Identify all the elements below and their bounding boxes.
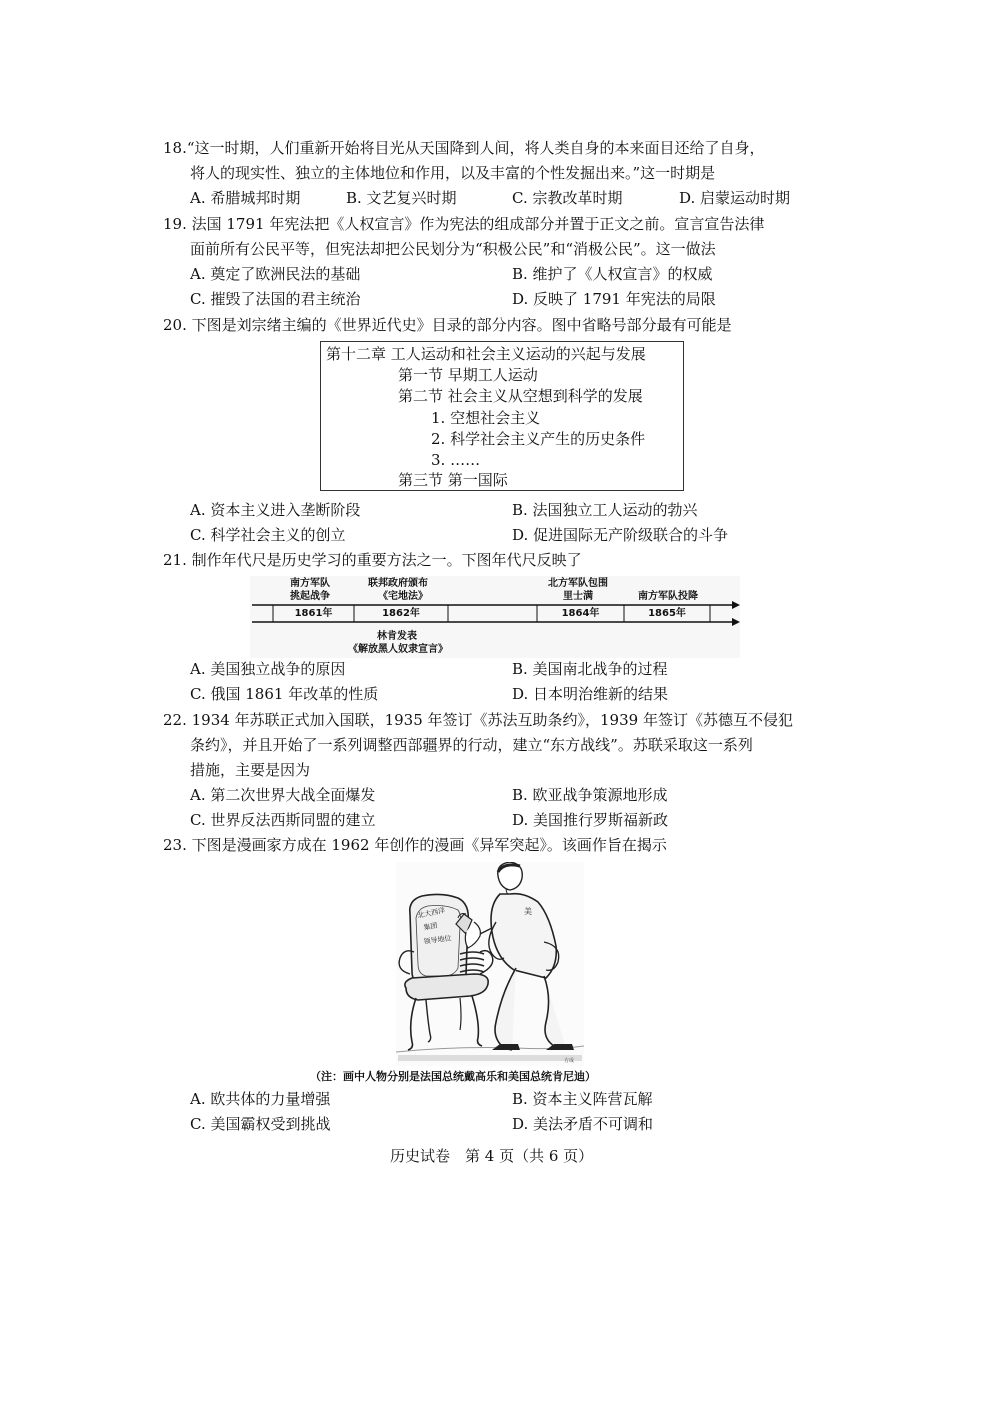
q23-option-a: A. 欧共体的力量增强 xyxy=(190,1090,331,1108)
q18-option-d: D. 启蒙运动时期 xyxy=(679,189,791,207)
cartoon-caption: （注：画中人物分别是法国总统戴高乐和美国总统肯尼迪） xyxy=(310,1070,596,1083)
q22-stem-line2: 条约》，并且开始了一系列调整西部疆界的行动，建立“东方战线”。苏联采取这一系列 xyxy=(190,736,753,754)
toc-box xyxy=(320,341,684,491)
q20-option-b: B. 法国独立工人运动的勃兴 xyxy=(512,501,698,519)
q19-stem-line1: 19. 法国 1791 年宪法把《人权宣言》作为宪法的组成部分并置于正文之前。宣言宣告法律 xyxy=(163,215,765,233)
cartoon-image xyxy=(396,862,584,1066)
q19-stem-line2: 面前所有公民平等，但宪法却把公民划分为“积极公民”和“消极公民”。这一做法 xyxy=(190,240,716,258)
timeline-year-1862: 1862年 xyxy=(382,608,420,619)
q22-option-d: D. 美国推行罗斯福新政 xyxy=(512,811,669,829)
timeline-year-1865: 1865年 xyxy=(648,608,686,619)
timeline-label-south-start-b: 挑起战争 xyxy=(290,591,330,602)
q21-stem: 21. 制作年代尺是历史学习的重要方法之一。下图年代尺反映了 xyxy=(163,551,582,569)
timeline-label-homestead-b: 《宅地法》 xyxy=(378,591,428,602)
chair-text-3: 领导地位 xyxy=(423,934,453,946)
q18-option-a: A. 希腊城邦时期 xyxy=(190,189,301,207)
chair-text-2: 集团 xyxy=(422,921,439,932)
q20-stem: 20. 下图是刘宗绪主编的《世界近代史》目录的部分内容。图中省略号部分最有可能是 xyxy=(163,316,732,334)
q23-option-b: B. 资本主义阵营瓦解 xyxy=(512,1090,653,1108)
timeline-year-1864: 1864年 xyxy=(561,608,600,619)
toc-section-1: 第一节 早期工人运动 xyxy=(398,366,538,384)
timeline-label-surrender: 南方军队投降 xyxy=(638,591,698,602)
q20-option-c: C. 科学社会主义的创立 xyxy=(190,526,346,544)
toc-item-1: 1. 空想社会主义 xyxy=(431,409,541,427)
q19-option-b: B. 维护了《人权宣言》的权威 xyxy=(512,265,713,283)
q21-option-a: A. 美国独立战争的原因 xyxy=(190,660,346,678)
q19-option-d: D. 反映了 1791 年宪法的局限 xyxy=(512,290,716,308)
back-text: 美 xyxy=(524,907,532,916)
q20-option-d: D. 促进国际无产阶级联合的斗争 xyxy=(512,526,729,544)
q21-option-c: C. 俄国 1861 年改革的性质 xyxy=(190,685,379,703)
toc-chapter: 第十二章 工人运动和社会主义运动的兴起与发展 xyxy=(326,345,646,363)
q21-option-d: D. 日本明治维新的结果 xyxy=(512,685,669,703)
q23-stem: 23. 下图是漫画家方成在 1962 年创作的漫画《异军突起》。该画作旨在揭示 xyxy=(163,836,667,854)
timeline xyxy=(250,576,740,658)
q18-stem-line2: 将人的现实性、独立的主体地位和作用，以及丰富的个性发掘出来。”这一时期是 xyxy=(190,164,716,182)
q23-option-c: C. 美国霸权受到挑战 xyxy=(190,1115,331,1133)
q23-option-d: D. 美法矛盾不可调和 xyxy=(512,1115,654,1133)
timeline-year-1861: 1861年 xyxy=(294,608,333,619)
toc-section-3: 第三节 第一国际 xyxy=(398,471,508,489)
q18-option-b: B. 文艺复兴时期 xyxy=(346,189,457,207)
timeline-label-lincoln-a: 林肯发表 xyxy=(377,631,417,642)
artist-signature: 方成 xyxy=(564,1058,575,1064)
timeline-label-lincoln-b: 《解放黑人奴隶宣言》 xyxy=(348,644,448,655)
chair-text-1: 北大西洋 xyxy=(416,906,446,920)
page-footer: 历史试卷 第 4 页（共 6 页） xyxy=(390,1147,594,1165)
q22-stem-line1: 22. 1934 年苏联正式加入国联，1935 年签订《苏法互助条约》，1939 年签订《苏德互不侵犯 xyxy=(163,711,793,729)
q21-option-b: B. 美国南北战争的过程 xyxy=(512,660,668,678)
q22-option-a: A. 第二次世界大战全面爆发 xyxy=(190,786,376,804)
q19-option-a: A. 奠定了欧洲民法的基础 xyxy=(190,265,361,283)
timeline-label-south-start-a: 南方军队 xyxy=(290,578,330,589)
timeline-label-homestead-a: 联邦政府颁布 xyxy=(368,578,428,589)
q22-option-c: C. 世界反法西斯同盟的建立 xyxy=(190,811,376,829)
toc-item-3: 3. …… xyxy=(431,451,481,469)
toc-section-2: 第二节 社会主义从空想到科学的发展 xyxy=(398,387,643,405)
q22-option-b: B. 欧亚战争策源地形成 xyxy=(512,786,668,804)
q18-option-c: C. 宗教改革时期 xyxy=(512,189,623,207)
toc-item-2: 2. 科学社会主义产生的历史条件 xyxy=(431,430,646,448)
q20-option-a: A. 资本主义进入垄断阶段 xyxy=(190,501,361,519)
timeline-label-richmond-a: 北方军队包围 xyxy=(548,578,608,589)
q19-option-c: C. 摧毁了法国的君主统治 xyxy=(190,290,361,308)
q22-stem-line3: 措施，主要是因为 xyxy=(190,761,311,779)
q18-stem-line1: 18.“这一时期，人们重新开始将目光从天国降到人间，将人类自身的本来面目还给了自身， xyxy=(163,139,765,157)
timeline-label-richmond-b: 里士满 xyxy=(563,591,593,602)
